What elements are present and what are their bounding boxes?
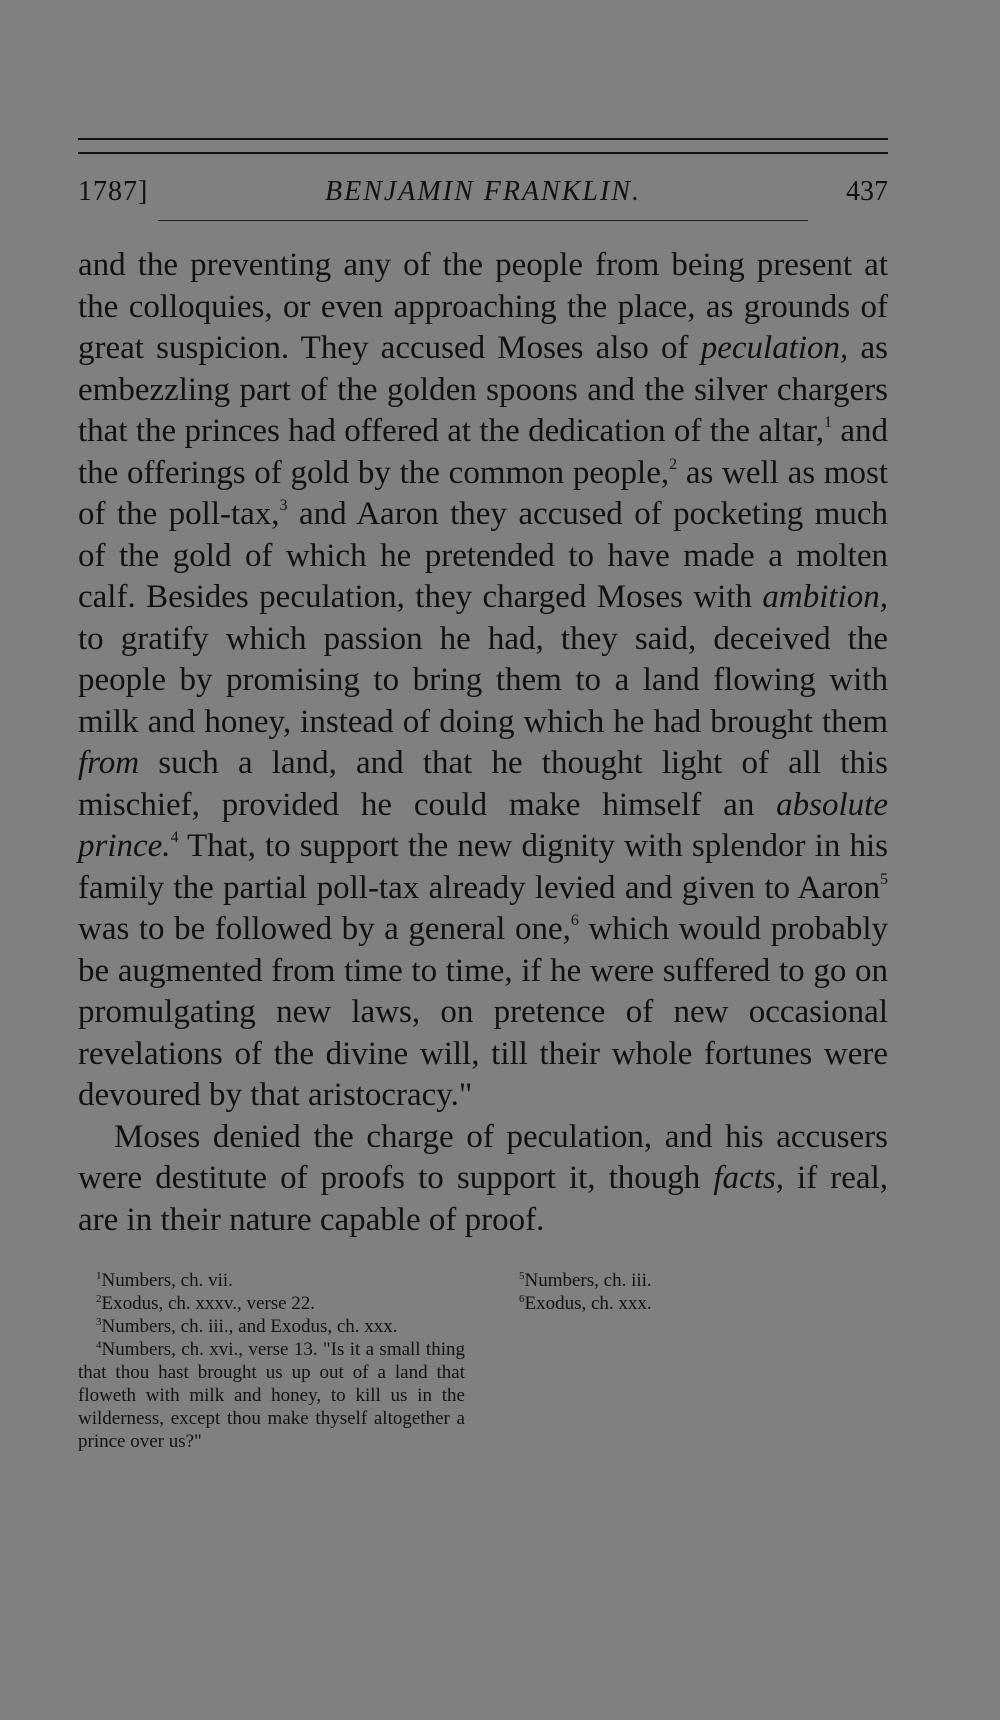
emphasis-absolute-prince: absolute prince. <box>78 786 888 864</box>
emphasis-ambition: ambition, <box>762 579 888 615</box>
top-rule <box>78 138 888 140</box>
running-header <box>78 172 888 218</box>
footnote-3: $^3$Numbers, ch. iii., and Exodus, ch. xxx. <box>96 1316 398 1337</box>
header-underline <box>158 220 808 221</box>
paragraph-2: Moses denied the charge of peculation, and his accusers were destitute of proofs to support it, though facts, if real, are in their nature capable of proof. <box>78 1118 888 1238</box>
footnote-ref-4: 4 <box>170 829 179 846</box>
footnote-5: $^5$Numbers, ch. iii. <box>519 1270 652 1291</box>
footnote-2: $^2$Exodus, ch. xxxv., verse 22. <box>96 1293 316 1314</box>
footnotes-left-column <box>78 1269 465 1453</box>
body-text <box>78 245 888 1241</box>
paragraph-1: and the preventing any of the people from being present at the colloquies, or even approaching the place, as grounds of great suspicion. They accused Moses also of peculation, as embezzling part of the golden spoons and the silver chargers that the princes had offered at the dedication of the altar,$^1$ and the offerings of gold by the common people,$^2$ as well as most of the poll-tax,$^3$ and Aaron they accused of pocketing much of the gold of which he pretended to have made a molten calf. Besides peculation, they charged Moses with ambition, to gratify which passion he had, they said, deceived the people by promising to bring them to a land flowing with milk and honey, instead of doing which he had brought them from such a land, and that he thought light of all this mischief, provided he could make himself an absolute prince.$^4$ That, to support the new dignity with splendor in his family the partial poll-tax already levied and given to Aaron$^5$ was to be followed by a general one,$^6$ which would probably be augmented from time to time, if he were suffered to go on promulgating new laws, on pretence of new occasional revelations of the divine will, till their whole fortunes were devoured by that aristocracy." <box>78 247 888 1113</box>
footnote-ref-2: 2 <box>669 455 678 473</box>
page-number: 437 <box>846 176 888 207</box>
footnote-ref-1: 1 <box>823 414 832 431</box>
footnotes <box>78 1269 888 1453</box>
header-year: 1787] <box>78 176 149 207</box>
emphasis-peculation: peculation, <box>700 330 849 366</box>
book-page <box>78 138 888 1453</box>
emphasis-from: from <box>78 745 140 781</box>
footnote-1: $^1$Numbers, ch. vii. <box>96 1270 233 1291</box>
footnote-ref-6: 6 <box>570 912 579 929</box>
top-rule-second <box>78 152 888 154</box>
footnote-4: $^4$Numbers, ch. xvi., verse 13. "Is it a small thing that thou hast brought us up out of a land that floweth with milk and honey, to kill us in the wilderness, except thou make thyself altogether a prince over us?" <box>78 1339 465 1452</box>
footnote-6: $^6$Exodus, ch. xxx. <box>519 1293 652 1314</box>
footnote-ref-5: 5 <box>880 870 888 888</box>
footnotes-right-column <box>501 1269 888 1453</box>
emphasis-facts: facts, <box>713 1160 784 1196</box>
footnote-ref-3: 3 <box>279 497 288 514</box>
header-title: BENJAMIN FRANKLIN. <box>325 176 641 207</box>
